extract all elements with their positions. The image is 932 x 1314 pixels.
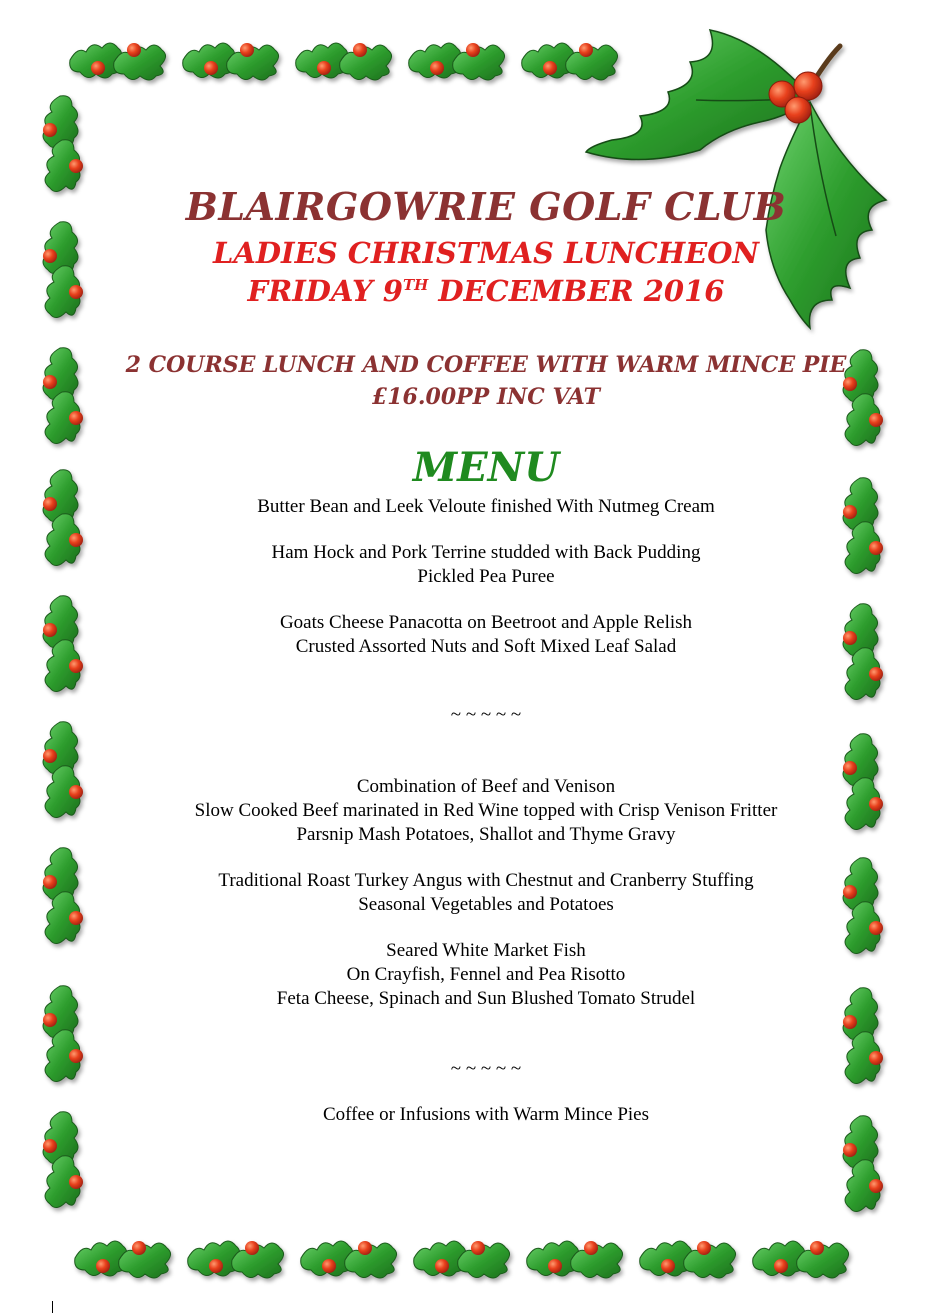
- menu-item: Pickled Pea Puree: [417, 566, 555, 587]
- menu-item: Ham Hock and Pork Terrine studded with Back Pudding: [271, 542, 701, 563]
- menu-item: On Crayfish, Fennel and Pea Risotto: [346, 964, 626, 985]
- date-rest: DECEMBER 2016: [428, 274, 725, 308]
- menu-item: Feta Cheese, Spinach and Sun Blushed Tomato Strudel: [276, 988, 696, 1009]
- menu-item: Slow Cooked Beef marinated in Red Wine topped with Crisp Venison Fritter: [194, 800, 778, 821]
- menu-item: Seared White Market Fish: [386, 940, 586, 961]
- date-prefix: FRIDAY 9: [247, 274, 403, 308]
- date-suffix: TH: [402, 276, 429, 294]
- menu-item: Parsnip Mash Potatoes, Shallot and Thyme Gravy: [296, 824, 676, 845]
- course-separator: ~ ~ ~ ~ ~: [450, 704, 522, 725]
- menu-item: Butter Bean and Leek Veloute finished With Nutmeg Cream: [257, 496, 715, 517]
- menu-item: Goats Cheese Panacotta on Beetroot and Apple Relish: [279, 612, 693, 633]
- menu-item: Traditional Roast Turkey Angus with Chestnut and Cranberry Stuffing: [218, 870, 754, 891]
- text-cursor: [52, 1301, 53, 1313]
- menu-item: Crusted Assorted Nuts and Soft Mixed Leaf Salad: [295, 636, 677, 657]
- menu-heading: MENU: [412, 444, 560, 491]
- menu-item: Combination of Beef and Venison: [356, 776, 616, 797]
- event-title: LADIES CHRISTMAS LUNCHEON: [212, 236, 759, 270]
- menu-item: Seasonal Vegetables and Potatoes: [358, 894, 614, 915]
- course-separator: ~ ~ ~ ~ ~: [450, 1058, 522, 1079]
- menu-item: Coffee or Infusions with Warm Mince Pies: [323, 1104, 649, 1125]
- offer-price: £16.00PP INC VAT: [371, 384, 601, 410]
- club-title: BLAIRGOWRIE GOLF CLUB: [185, 184, 787, 229]
- offer-line-1: 2 COURSE LUNCH AND COFFEE WITH WARM MINCE PIE: [125, 352, 847, 378]
- event-date: [0, 274, 932, 308]
